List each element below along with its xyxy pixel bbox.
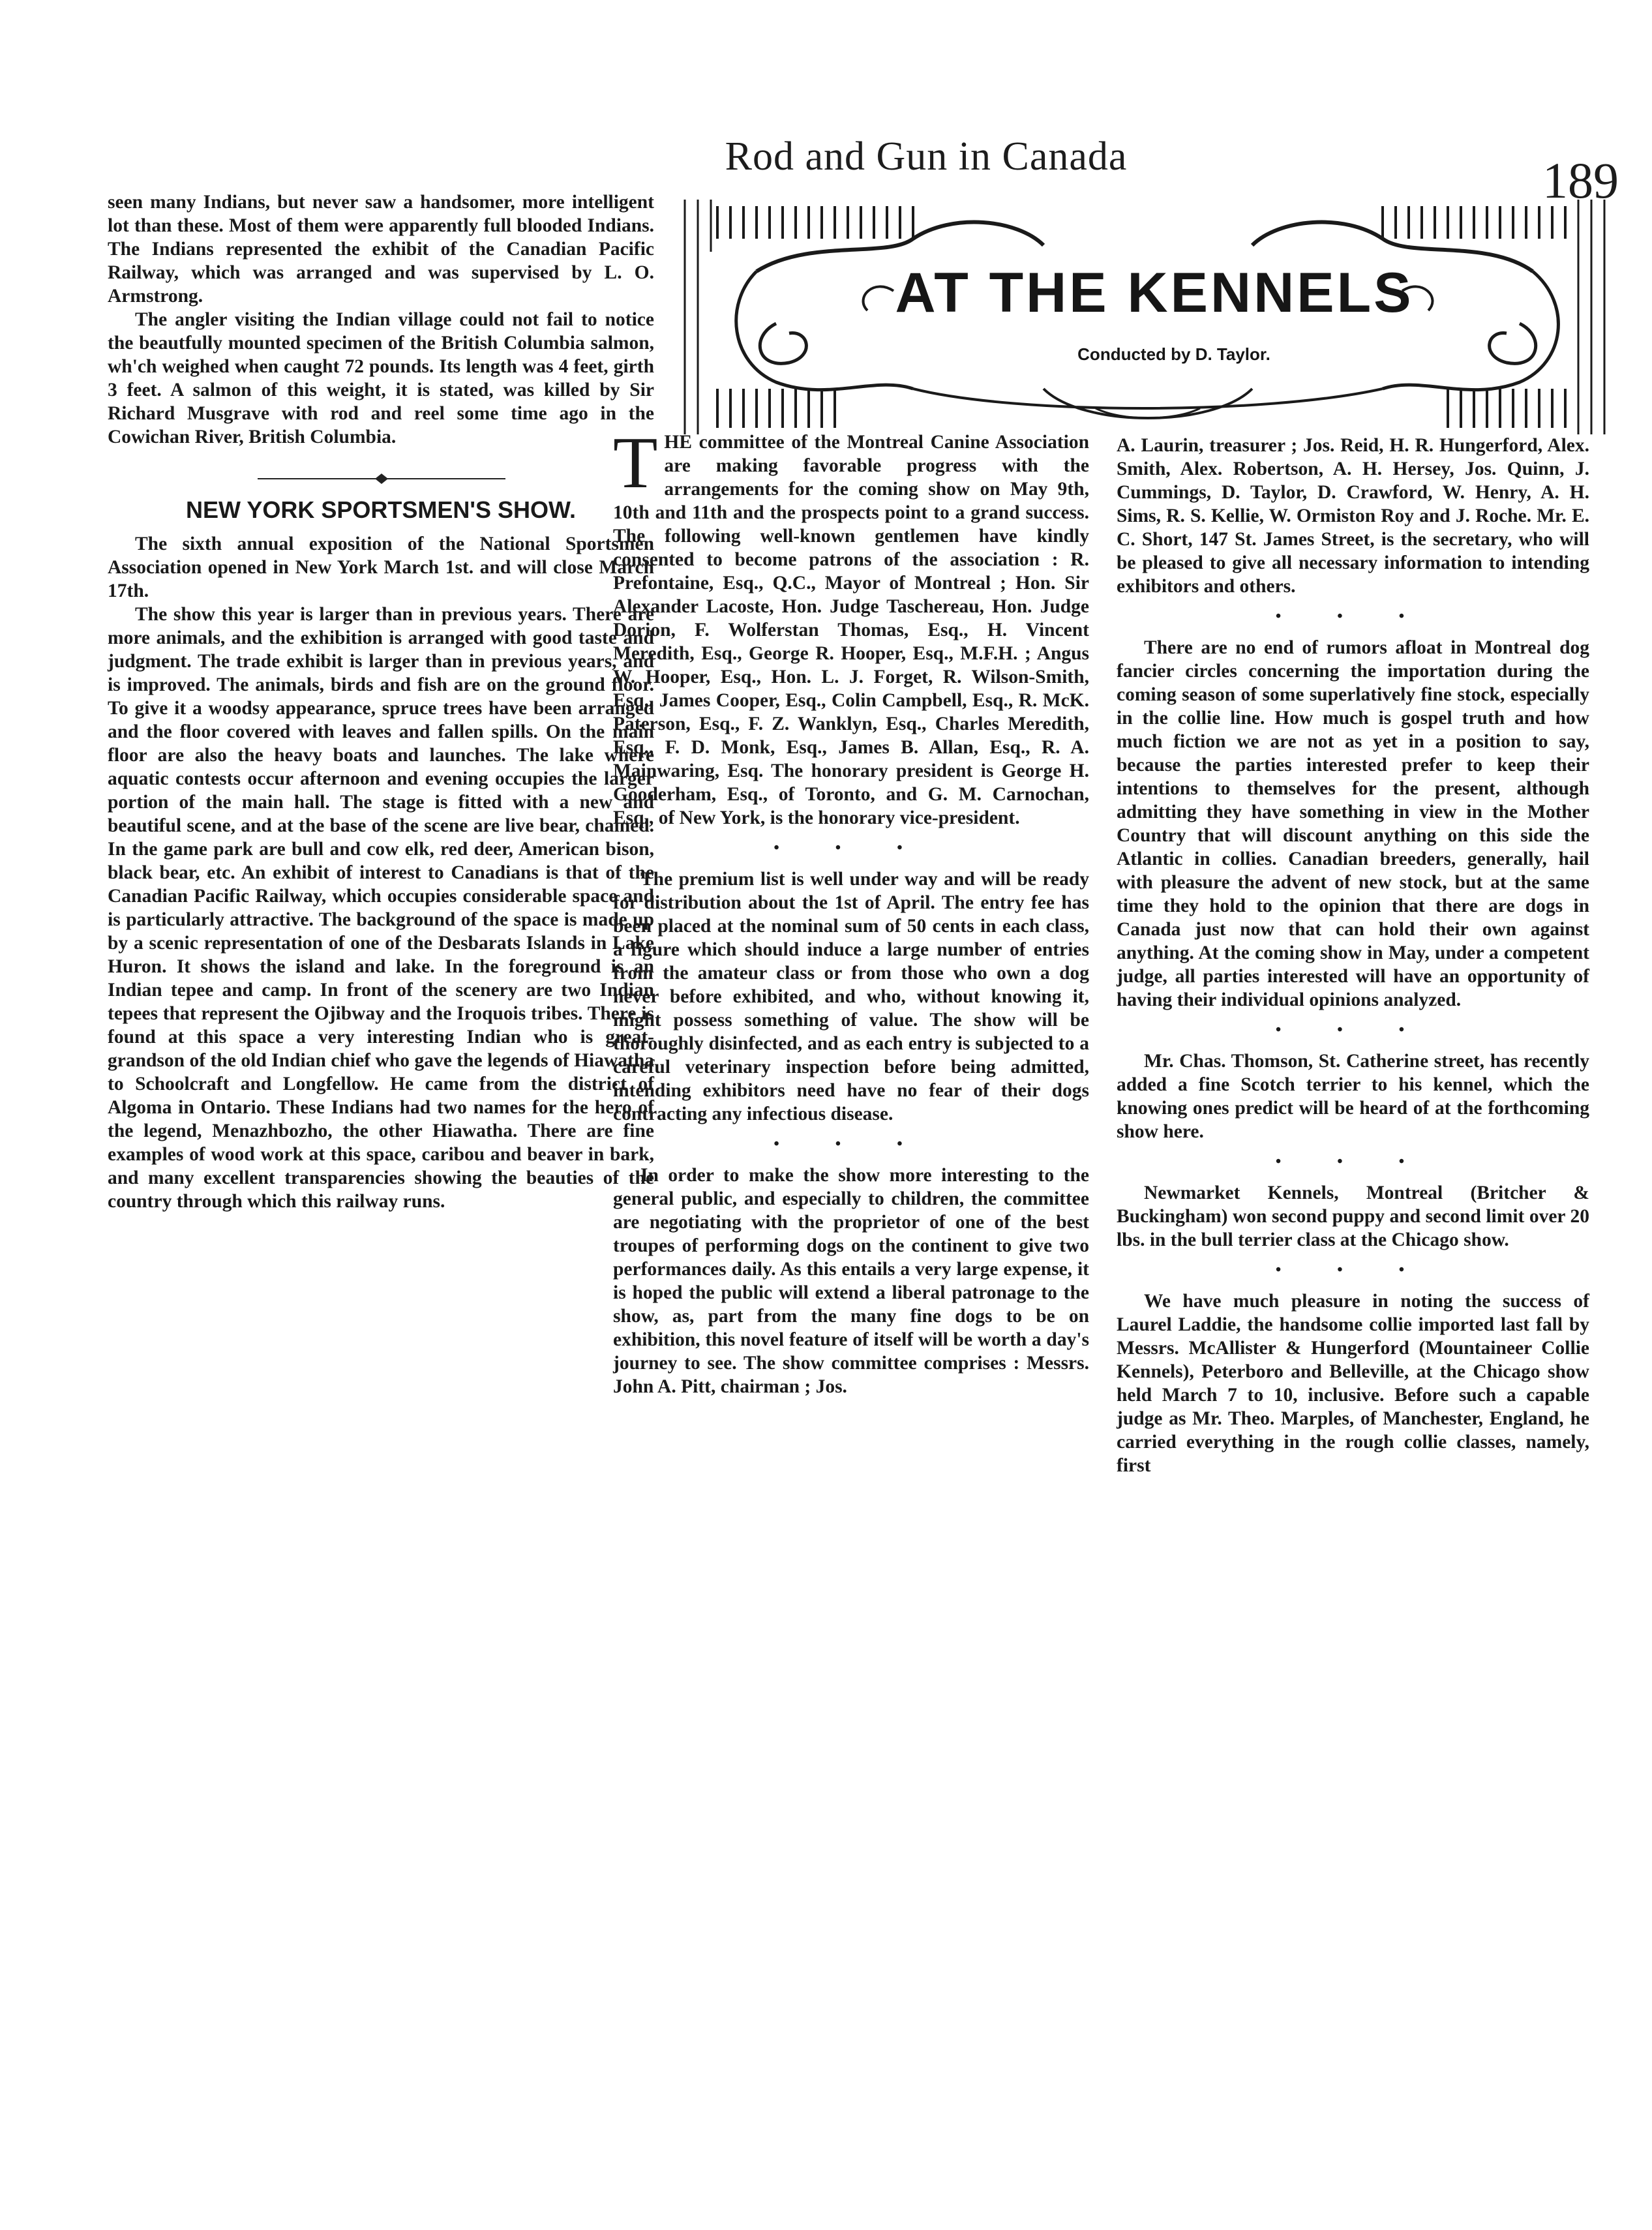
running-head: Rod and Gun in Canada (725, 134, 1128, 179)
column-2 (613, 423, 1089, 1398)
col3-paragraph-4: Newmarket Kennels, Montreal (Britcher & Buckingham) won second puppy and second limit over 20 lbs. in the bull terrier class at the Chicago show. (1117, 1183, 1589, 1250)
section-rule-ornament (108, 472, 654, 485)
section-banner-title: AT THE KENNELS (895, 262, 1414, 324)
separator-dots: • • • (1275, 1021, 1431, 1038)
col2-paragraph-1 (613, 423, 1089, 830)
separator-dots: • • • (1275, 1261, 1431, 1278)
page-number: 189 (1542, 152, 1619, 209)
col3-paragraph-1: A. Laurin, treasurer ; Jos. Reid, H. R. Hungerford, Alex. Smith, Alex. Robertson, A. H. Hersey, Jos. Quinn, J. Cummings, D. Taylor, D. Crawford, W. Henry, A. H. Sims, R. S. Kellie, W. Ormiston Roy and J. Roche. Mr. E. C. Short, 147 St. James Street, is the secretary, who will be pleased to give all necessary information to intending exhibitors and others. (1117, 435, 1589, 597)
column-1 (108, 190, 654, 1213)
separator-dots: • • • (773, 1136, 929, 1153)
separator-dots: • • • (773, 839, 929, 856)
col1-paragraph-4: The show this year is larger than in previous years. There are more animals, and the exhibition is arranged with good taste and judgment. The trade exhibit is larger than in previous years, and is improved. The animals, birds and fish are on the ground floor. To give it a woodsy appearance, spruce trees have been arranged and the floor covered with leaves and fallen spills. On the main floor are also the heavy boats and launches. The lake where aquatic contests occur afternoon and evening occupies the larger portion of the main hall. The stage is fitted with a new and beautiful scene, and at the base of the scene are live bear, chained. In the game park are bull and cow elk, red deer, American bison, black bear, etc. An exhibit of interest to Canadians is that of the Canadian Pacific Railway, which occupies considerable space and is particularly attractive. The background of the space is made up by a scenic representation of one of the Desbarats Islands in Lake Huron. It shows the island and lake. In the foreground is an Indian tepee and camp. In front of the scenery are two Indian tepees that represent the Ojibway and the Iroquois tribes. There is found at this space a very interesting Indian who is great-grandson of the old Indian chief who gave the legends of Hiawatha to Schoolcraft and Longfellow. He came from the district of Algoma in Ontario. These Indians had two names for the hero of the legend, Menazhbozho, the other Hiawatha. There are fine examples of wood work at this space, caribou and beaver in bark, and many excellent transparencies showing the beauties of the country through which this railway runs. (108, 604, 654, 1212)
col3-paragraph-2: There are no end of rumors afloat in Montreal dog fancier circles concerning the importation during the coming season of some superlatively fine stock, especially in the collie line. How much is gospel truth and how much fiction we are not as yet in a position to say, because the parties interested prefer to keep their intentions to themselves for the present, although admitting they have something in view in the Mother Country that will discount anything on this side the Atlantic in collies. Canadian breeders, generally, hail with pleasure the advent of new stock, but at the same time they hold to the opinion that there are dogs in Canada just now that can hold their own against anything. At the coming show in May, under a competent judge, all parties interested will have an opportunity of having their individual opinions analyzed. (1117, 637, 1589, 1010)
separator-dots: • • • (1275, 608, 1431, 625)
col3-paragraph-5: We have much pleasure in noting the success of Laurel Laddie, the handsome collie imported last fall by Messrs. McAllister & Hungerford (Mountaineer Collie Kennels), Peterboro and Belleville, at the Chicago show held March 7 to 10, inclusive. Before such a capable judge as Mr. Theo. Marples, of Manchester, England, he carried everything in the rough collie classes, namely, first (1117, 1291, 1589, 1476)
col1-paragraph-1: seen many Indians, but never saw a handsomer, more intelligent lot than these. Most of them were apparently full blooded Indians. The Indians represented the exhibit of the Canadian Pacific Railway, which was arranged and was supervised by L. O. Armstrong. (108, 192, 654, 307)
section-heading: NEW YORK SPORTSMEN'S SHOW. (186, 496, 576, 523)
col1-paragraph-3: The sixth annual exposition of the National Sportsmen Association opened in New York March 1st. and will close March 17th. (108, 534, 654, 601)
col3-paragraph-3: Mr. Chas. Thomson, St. Catherine street, has recently added a fine Scotch terrier to his kennel, which the knowing ones predict will be heard of at the forthcoming show here. (1117, 1051, 1589, 1142)
column-3 (1117, 434, 1589, 1477)
col2-paragraph-1-text: HE committee of the Montreal Canine Association are making favorable progress with the arrangements for the coming show on May 9th, 10th and 11th and the prospects point to a grand success. The following well-known gentlemen have kindly consented to become patrons of the association : R. Prefontaine, Esq., Q.C., Mayor of Montreal ; Hon. Sir Alexander Lacoste, Hon. Judge Taschereau, Hon. Judge Dorion, F. Wolferstan Thomas, Esq., H. Vincent Meredith, Esq., George R. Hooper, Esq., M.F.H. ; Angus W. Hooper, Esq., Hon. L. J. Forget, R. Wilson-Smith, Esq., James Cooper, Esq., Colin Campbell, Esq., R. McK. Paterson, Esq., F. Z. Wanklyn, Esq., Charles Meredith, Esq., F. D. Monk, Esq., James B. Allan, Esq., R. A. Mainwaring, Esq. The honorary president is George H. Gooderham, Esq., of Toronto, and G. M. Carnochan, Esq., of New York, is the honorary vice-president. (613, 432, 1089, 828)
col2-paragraph-2: The premium list is well under way and will be ready for distribution about the 1st of April. The entry fee has been placed at the nominal sum of 50 cents in each class, a figure which should induce a large number of entries from the amateur class or from those who own a dog never before exhibited, and who, without knowing it, might possess something of value. The show will be thoroughly disinfected, and as each entry is subjected to a careful veterinary inspection before being admitted, intending exhibitors need have no fear of their dogs contracting any infectious disease. (613, 869, 1089, 1124)
section-banner-byline: Conducted by D. Taylor. (1077, 344, 1270, 364)
col2-paragraph-3: In order to make the show more interesting to the general public, and especially to children, the committee are negotiating with the proprietor of one of the best troupes of performing dogs on the continent to give two performances daily. As this entails a very large expense, it is hoped the public will extend a liberal patronage to the show, as, part from the many fine dogs to be on exhibition, this novel feature of itself will be worth a day's journey to see. The show committee comprises : Messrs. John A. Pitt, chairman ; Jos. (613, 1165, 1089, 1397)
col1-paragraph-2: The angler visiting the Indian village could not fail to notice the beautfully mounted specimen of the British Columbia salmon, wh'ch weighed when caught 72 pounds. Its length was 4 feet, girth 3 feet. A salmon of this weight, it is stated, was killed by Sir Richard Musgrave with rod and reel some time ago in the Cowichan River, British Columbia. (108, 309, 654, 447)
drop-cap: T (613, 423, 658, 504)
separator-dots: • • • (1275, 1153, 1431, 1170)
